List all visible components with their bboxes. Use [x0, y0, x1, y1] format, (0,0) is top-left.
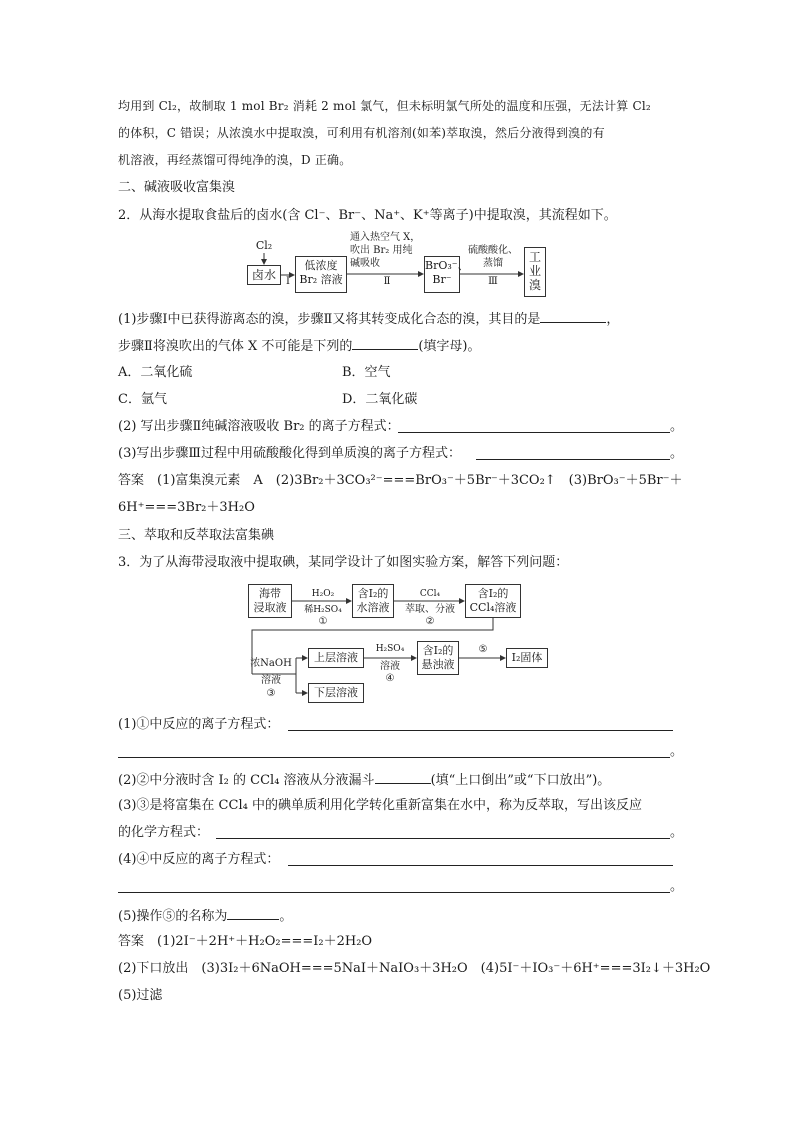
- answer-3-line-2: (2)下口放出 (3)3I₂＋6NaOH===5NaI＋NaIO₃＋3H₂O (4)5I⁻＋IO₃⁻＋6H⁺===3I₂↓＋3H₂O: [118, 961, 711, 976]
- q3-1-answer-blank-2[interactable]: [118, 757, 670, 758]
- iodine-suspension-line-2: 悬浊液: [421, 658, 455, 671]
- answer-3-line-3: (5)过滤: [118, 988, 163, 1003]
- intro-line-3: 机溶液，再经蒸馏可得纯净的溴，D 正确。: [118, 153, 352, 167]
- arrow-2-reagent-bottom: 萃取、分液: [405, 604, 455, 615]
- option-a[interactable]: A．二氧化硫: [118, 365, 193, 380]
- iodine-aqueous-line-2: 水溶液: [356, 601, 390, 614]
- q3-4-answer-blank-1[interactable]: [288, 865, 673, 866]
- lower-layer-box: 下层溶液: [308, 683, 364, 703]
- arrow-2-reagent-top: CCl₄: [419, 589, 441, 599]
- arrow-4-reagent-bottom: 溶液: [380, 661, 400, 672]
- q3-2-answer-blank[interactable]: [375, 771, 431, 784]
- q2-2-text: (2) 写出步骤Ⅱ纯碱溶液吸收 Br₂ 的离子方程式：: [118, 419, 400, 434]
- section-3-heading: 三、萃取和反萃取法富集碘: [118, 528, 275, 543]
- industrial-bromine-char-2: 业: [528, 264, 541, 278]
- step-1-label: Ⅰ: [286, 276, 290, 287]
- section-2-heading: 二、碱液吸收富集溴: [118, 180, 236, 195]
- arrow-2-step-number: ②: [425, 616, 435, 627]
- industrial-bromine-char-3: 溴: [528, 278, 541, 292]
- option-b[interactable]: B．空气: [342, 365, 391, 380]
- bromate-line-2: Br⁻: [432, 273, 452, 286]
- arrow-4-reagent-top: H₂SO₄: [375, 644, 405, 654]
- q3-2-text-b: (填“上口倒出”或“下口放出”)。: [430, 773, 611, 788]
- kelp-leachate-line-2: 浸取液: [253, 601, 287, 614]
- option-d[interactable]: D．二氧化碳: [342, 392, 418, 407]
- iodine-aqueous-line-1: 含I₂的: [357, 587, 389, 600]
- arrow-3-reagent-mid: 溶液: [261, 675, 281, 686]
- arrow-1-reagent-bottom: 稀H₂SO₄: [304, 605, 342, 615]
- q3-3-line-1: (3)③是将富集在 CCl₄ 中的碘单质利用化学转化重新富集在水中，称为反萃取，写出该反应: [118, 798, 642, 813]
- q3-4-text: (4)④中反应的离子方程式：: [118, 852, 280, 867]
- industrial-bromine-char-1: 工: [528, 250, 541, 264]
- step-2-label: Ⅱ: [383, 276, 391, 287]
- bromate-line-1: BrO₃⁻、: [425, 259, 469, 272]
- q3-3-line-2: 的化学方程式：: [118, 825, 210, 840]
- q3-4-period: 。: [670, 879, 684, 894]
- question-2-stem: 2．从海水提取食盐后的卤水(含 Cl⁻、Br⁻、Na⁺、K⁺等离子)中提取溴，其流程如下。: [118, 208, 617, 223]
- q3-5-answer-blank[interactable]: [227, 907, 279, 920]
- step-3-label: Ⅲ: [488, 276, 498, 287]
- upper-layer-box: 上层溶液: [308, 648, 364, 668]
- q3-1-answer-blank-1[interactable]: [288, 730, 673, 731]
- iodine-ccl4-line-2: CCl₄溶液: [469, 601, 517, 614]
- q2-1-text-a: (1)步骤Ⅰ中已获得游离态的溴，步骤Ⅱ又将其转变成化合态的溴，其目的是: [118, 312, 541, 327]
- q2-1-text-b: 步骤Ⅱ将溴吹出的气体 X 不可能是下列的: [118, 339, 353, 354]
- dilute-br2-line-2: Br₂ 溶液: [299, 273, 343, 286]
- answer-2-line-1: 答案 (1)富集溴元素 A (2)3Br₂＋3CO₃²⁻===BrO₃⁻＋5Br⁻＋3CO₂↑ (3)BrO₃⁻＋5Br⁻＋: [118, 473, 683, 488]
- iodine-connector-3: [252, 618, 493, 674]
- q2-3-period: 。: [670, 446, 684, 461]
- arrow-4-step-number: ④: [385, 673, 395, 684]
- q2-1-text-b-tail: (填字母)。: [418, 339, 481, 354]
- q3-3-period: 。: [670, 825, 684, 840]
- iodine-solid-box: I₂固体: [506, 648, 548, 668]
- answer-3-line-1: 答案 (1)2I⁻＋2H⁺＋H₂O₂===I₂＋2H₂O: [118, 934, 373, 949]
- dilute-br2-line-1: 低浓度: [304, 259, 338, 272]
- q3-5-line: [118, 907, 292, 925]
- arrow-1-step-number: ①: [318, 616, 328, 627]
- arrow-2-label-1: 通入热空气 X，: [350, 232, 421, 243]
- q3-1-period: 。: [670, 744, 684, 759]
- option-c[interactable]: C．氩气: [118, 392, 167, 407]
- iodine-ccl4-line-1: 含I₂的: [477, 587, 509, 600]
- arrow-2-label-2: 吹出 Br₂ 用纯: [350, 245, 413, 256]
- q3-2-line: [118, 771, 610, 789]
- arrow-2-label-3: 碱吸收: [350, 258, 380, 269]
- cl2-label: Cl₂: [255, 239, 273, 252]
- arrow-3-reagent-top: 浓NaOH: [250, 658, 292, 669]
- q3-3-answer-blank[interactable]: [216, 838, 670, 839]
- q3-5-text: (5)操作⑤的名称为: [118, 909, 228, 924]
- iodine-suspension-line-1: 含I₂的: [422, 644, 454, 657]
- q3-2-text-a: (2)②中分液时含 I₂ 的 CCl₄ 溶液从分液漏斗: [118, 773, 375, 788]
- q2-3-text: (3)写出步骤Ⅲ过程中用硫酸酸化得到单质溴的离子方程式：: [118, 446, 461, 461]
- q3-4-answer-blank-2[interactable]: [118, 892, 670, 893]
- answer-2-line-2: 6H⁺===3Br₂＋3H₂O: [118, 500, 255, 515]
- q3-1-text: (1)①中反应的离子方程式：: [118, 717, 280, 732]
- arrow-1-reagent-top: H₂O₂: [311, 589, 335, 599]
- q2-1-comma: ，: [606, 312, 620, 327]
- q2-2-period: 。: [670, 419, 684, 434]
- intro-line-1: 均用到 Cl₂，故制取 1 mol Br₂ 消耗 2 mol 氯气，但未标明氯气所处的温度和压强，无法计算 Cl₂: [118, 99, 651, 113]
- brine-box: 卤水: [247, 265, 281, 285]
- q3-5-period: 。: [279, 909, 293, 924]
- arrow-5-step-number: ⑤: [478, 644, 488, 655]
- arrow-3-label-1: 硫酸酸化、: [468, 245, 518, 256]
- intro-line-2: 的体积，C 错误；从浓溴水中提取溴，可利用有机溶剂(如苯)萃取溴，然后分液得到溴的有: [118, 126, 605, 140]
- arrow-3-step-number: ③: [266, 688, 276, 699]
- arrow-3-label-2: 蒸馏: [483, 258, 503, 269]
- question-3-stem: 3．为了从海带浸取液中提取碘，某同学设计了如图实验方案，解答下列问题：: [118, 555, 569, 570]
- kelp-leachate-line-1: 海带: [259, 587, 281, 600]
